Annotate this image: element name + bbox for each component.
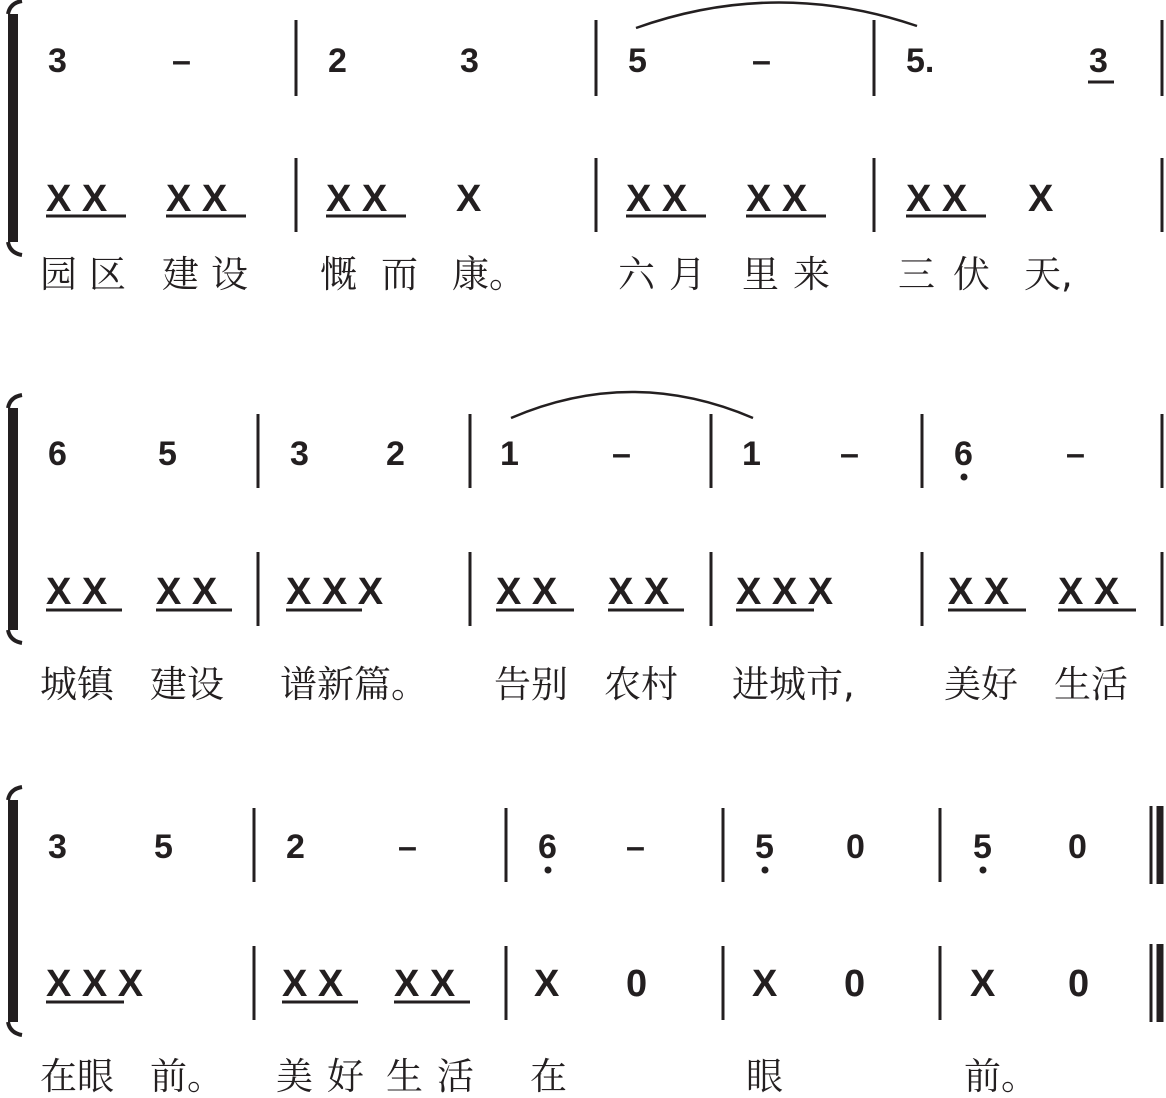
slur	[511, 392, 753, 418]
lyric: 建设	[162, 253, 260, 296]
rhythm-group: X X	[166, 178, 228, 220]
rhythm-group: X	[456, 178, 482, 220]
lyric: 进城市,	[732, 663, 855, 706]
note-dash: –	[626, 828, 645, 866]
rhythm-group: X X	[46, 571, 108, 613]
barlines	[254, 808, 940, 1020]
rhythm-group: X X	[746, 178, 808, 220]
note-dotted: 5.	[906, 42, 935, 80]
note-dash: –	[172, 42, 191, 80]
note-dash: –	[1066, 435, 1085, 473]
note: 3	[460, 42, 479, 80]
lyric: 生活	[386, 1055, 488, 1098]
note-rest: 0	[1068, 828, 1087, 866]
rhythm-group: X X	[608, 571, 670, 613]
note: 6	[48, 435, 67, 473]
lyric: 建设	[150, 663, 224, 706]
lyric: 天,	[1024, 253, 1073, 296]
system-bracket	[8, 395, 22, 643]
note-dash: –	[612, 435, 631, 473]
lyric: 六月	[618, 253, 720, 296]
rhythm-group: X X X	[46, 963, 144, 1005]
note-underlined: 3	[1089, 42, 1108, 80]
note-dash: –	[752, 42, 771, 80]
note: 5	[154, 828, 173, 866]
note-low-octave: 5	[973, 828, 992, 866]
note: 3	[290, 435, 309, 473]
lyric: 美好	[944, 663, 1018, 706]
system-bracket	[8, 787, 22, 1035]
lyric: 园区	[40, 253, 138, 296]
rhythm-group: X	[970, 963, 996, 1005]
lyric: 农村	[604, 663, 678, 706]
final-barline	[1151, 806, 1160, 1022]
lyric: 慨而	[320, 253, 442, 296]
note: 2	[386, 435, 405, 473]
lyric: 告别	[494, 663, 568, 706]
note-low-octave: 5	[755, 828, 774, 866]
lyric: 城镇	[40, 663, 114, 706]
lyric: 前。	[150, 1055, 224, 1098]
lyric: 在眼	[40, 1055, 114, 1098]
lyric: 里来	[742, 253, 844, 296]
rhythm-group: X X	[394, 963, 456, 1005]
note: 1	[742, 435, 761, 473]
note-low-octave: 6	[954, 435, 973, 473]
note: 5	[158, 435, 177, 473]
note-dash: –	[840, 435, 859, 473]
lyric: 美好	[276, 1055, 378, 1098]
rhythm-group: X X X	[736, 571, 834, 613]
note: 2	[328, 42, 347, 80]
lyric: 康。	[452, 253, 526, 296]
rhythm-group: 0	[844, 963, 866, 1005]
note: 2	[286, 828, 305, 866]
rhythm-group: X X	[948, 571, 1010, 613]
rhythm-group: X X	[1058, 571, 1120, 613]
rhythm-group: X X	[46, 178, 108, 220]
rhythm-group: X X	[626, 178, 688, 220]
rhythm-group: X X	[496, 571, 558, 613]
rhythm-group: 0	[626, 963, 648, 1005]
rhythm-group: X	[1028, 178, 1054, 220]
note: 1	[500, 435, 519, 473]
rhythm-group: X X X	[286, 571, 384, 613]
lyric: 三伏	[898, 253, 1008, 296]
system-bracket	[8, 1, 22, 255]
lyric: 眼	[746, 1055, 783, 1098]
lyric: 谱新篇。	[280, 663, 428, 706]
rhythm-group: X	[752, 963, 778, 1005]
lyric: 前。	[964, 1055, 1038, 1098]
rhythm-group: X X	[326, 178, 388, 220]
rhythm-group: X X	[282, 963, 344, 1005]
note: 5	[628, 42, 647, 80]
note: 3	[48, 828, 67, 866]
rhythm-group: X	[534, 963, 560, 1005]
note-low-octave: 6	[538, 828, 557, 866]
note-rest: 0	[846, 828, 865, 866]
rhythm-group: X X	[906, 178, 968, 220]
lyric: 生活	[1054, 663, 1128, 706]
rhythm-group: X X	[156, 571, 218, 613]
note-dash: –	[398, 828, 417, 866]
lyric: 在	[530, 1055, 567, 1098]
rhythm-group: 0	[1068, 963, 1090, 1005]
note: 3	[48, 42, 67, 80]
